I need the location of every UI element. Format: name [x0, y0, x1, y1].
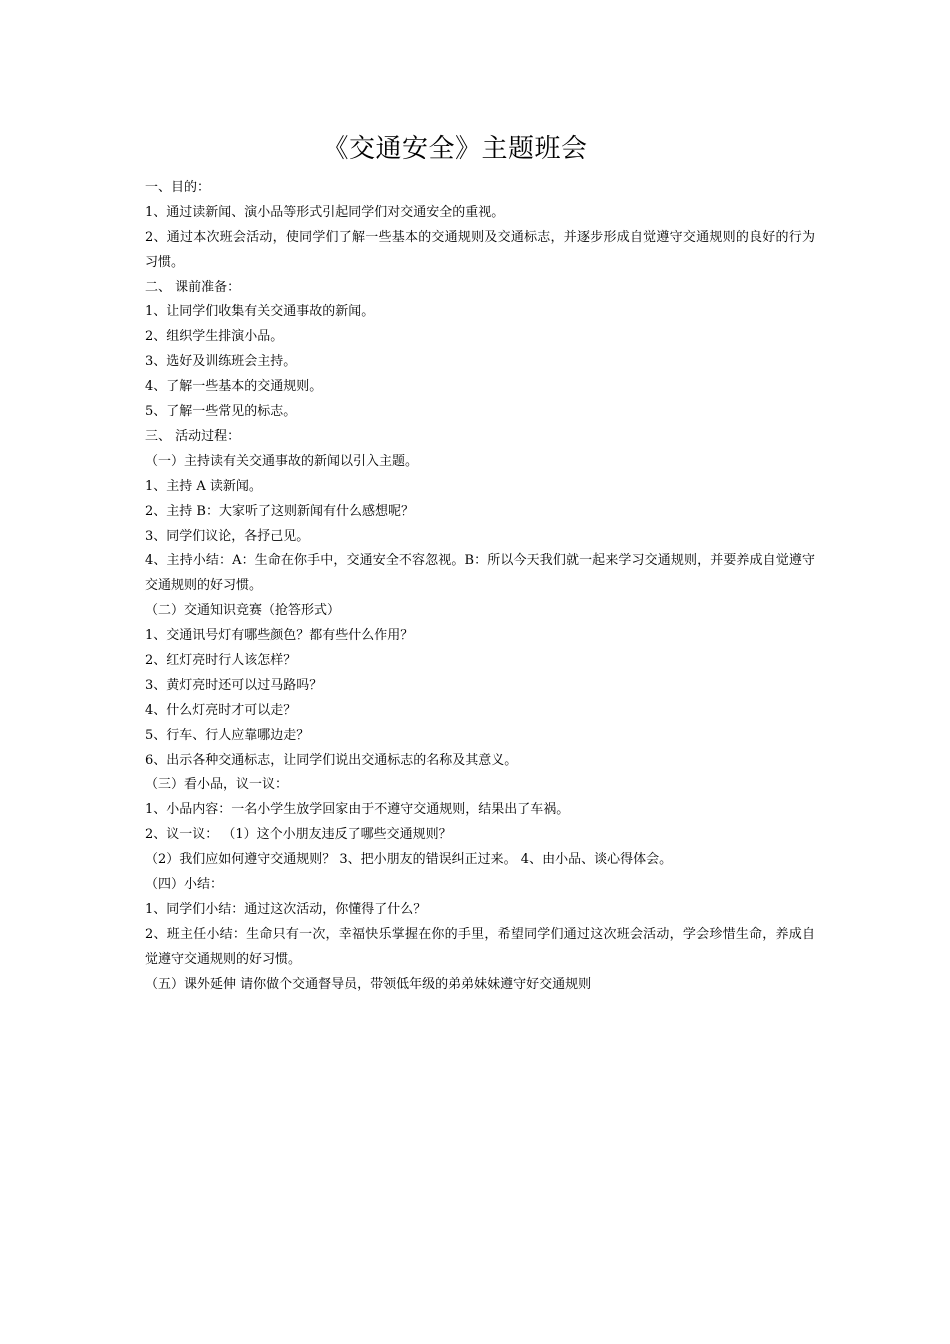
quiz-item-2: 2、红灯亮时行人该怎样？: [145, 652, 297, 668]
quiz-item-4: 4、什么灯亮时才可以走？: [145, 702, 297, 718]
goal-item-1: 1、通过读新闻、演小品等形式引起同学们对交通安全的重视。: [145, 204, 505, 220]
news-item-4: 4、主持小结：A：生命在你手中，交通安全不容忽视。B：所以今天我们就一起来学习交通规则，并要养成自觉遵守交通规则的好习惯。: [145, 553, 815, 594]
quiz-item-6: 6、出示各种交通标志，让同学们说出交通标志的名称及其意义。: [145, 752, 518, 768]
news-item-1: 1、主持 A 读新闻。: [145, 478, 262, 494]
prep-item-4: 4、了解一些基本的交通规则。: [145, 379, 323, 395]
skit-item-1: 1、小品内容：一名小学生放学回家由于不遵守交通规则，结果出了车祸。: [145, 802, 570, 818]
quiz-item-3: 3、黄灯亮时还可以过马路吗？: [145, 677, 323, 693]
skit-item-2: 2、议一议： （1）这个小朋友违反了哪些交通规则？: [145, 827, 452, 843]
quiz-item-1: 1、交通讯号灯有哪些颜色？都有些什么作用？: [145, 628, 414, 644]
subsection-summary: （四）小结：: [145, 877, 224, 892]
goal-item-2: 2、通过本次班会活动，使同学们了解一些基本的交通规则及交通标志，并逐步形成自觉遵守交通规则的良好的行为习惯。: [145, 229, 815, 270]
document-body: [145, 176, 815, 997]
news-item-2: 2、主持 B：大家听了这则新闻有什么感想呢？: [145, 503, 414, 519]
skit-item-3: （2）我们应如何遵守交通规则？ 3、把小朋友的错误纠正过来。 4、由小品、谈心得体会。: [145, 852, 673, 868]
section-heading-goals: 一、目的：: [145, 180, 211, 195]
subsection-extension: （五）课外延伸 请你做个交通督导员，带领低年级的弟弟妹妹遵守好交通规则: [145, 976, 592, 992]
subsection-news: （一）主持读有关交通事故的新闻以引入主题。: [145, 453, 419, 469]
subsection-skit: （三）看小品，议一议：: [145, 777, 289, 793]
section-heading-process: 三、 活动过程：: [145, 428, 241, 444]
news-item-3: 3、同学们议论，各抒己见。: [145, 528, 310, 544]
subsection-quiz: （二）交通知识竞赛（抢答形式）: [145, 603, 341, 619]
quiz-item-5: 5、行车、行人应靠哪边走？: [145, 727, 310, 743]
document-title: 《交通安全》主题班会: [322, 134, 588, 164]
prep-item-1: 1、让同学们收集有关交通事故的新闻。: [145, 304, 375, 320]
prep-item-3: 3、选好及训练班会主持。: [145, 354, 297, 370]
prep-item-2: 2、组织学生排演小品。: [145, 329, 284, 345]
section-heading-preparation: 二、 课前准备：: [145, 279, 241, 295]
summary-item-2: 2、班主任小结：生命只有一次，幸福快乐掌握在你的手里，希望同学们通过这次班会活动，学会珍惜生命，养成自觉遵守交通规则的好习惯。: [145, 926, 815, 967]
summary-item-1: 1、同学们小结：通过这次活动，你懂得了什么？: [145, 901, 427, 917]
prep-item-5: 5、了解一些常见的标志。: [145, 404, 297, 420]
